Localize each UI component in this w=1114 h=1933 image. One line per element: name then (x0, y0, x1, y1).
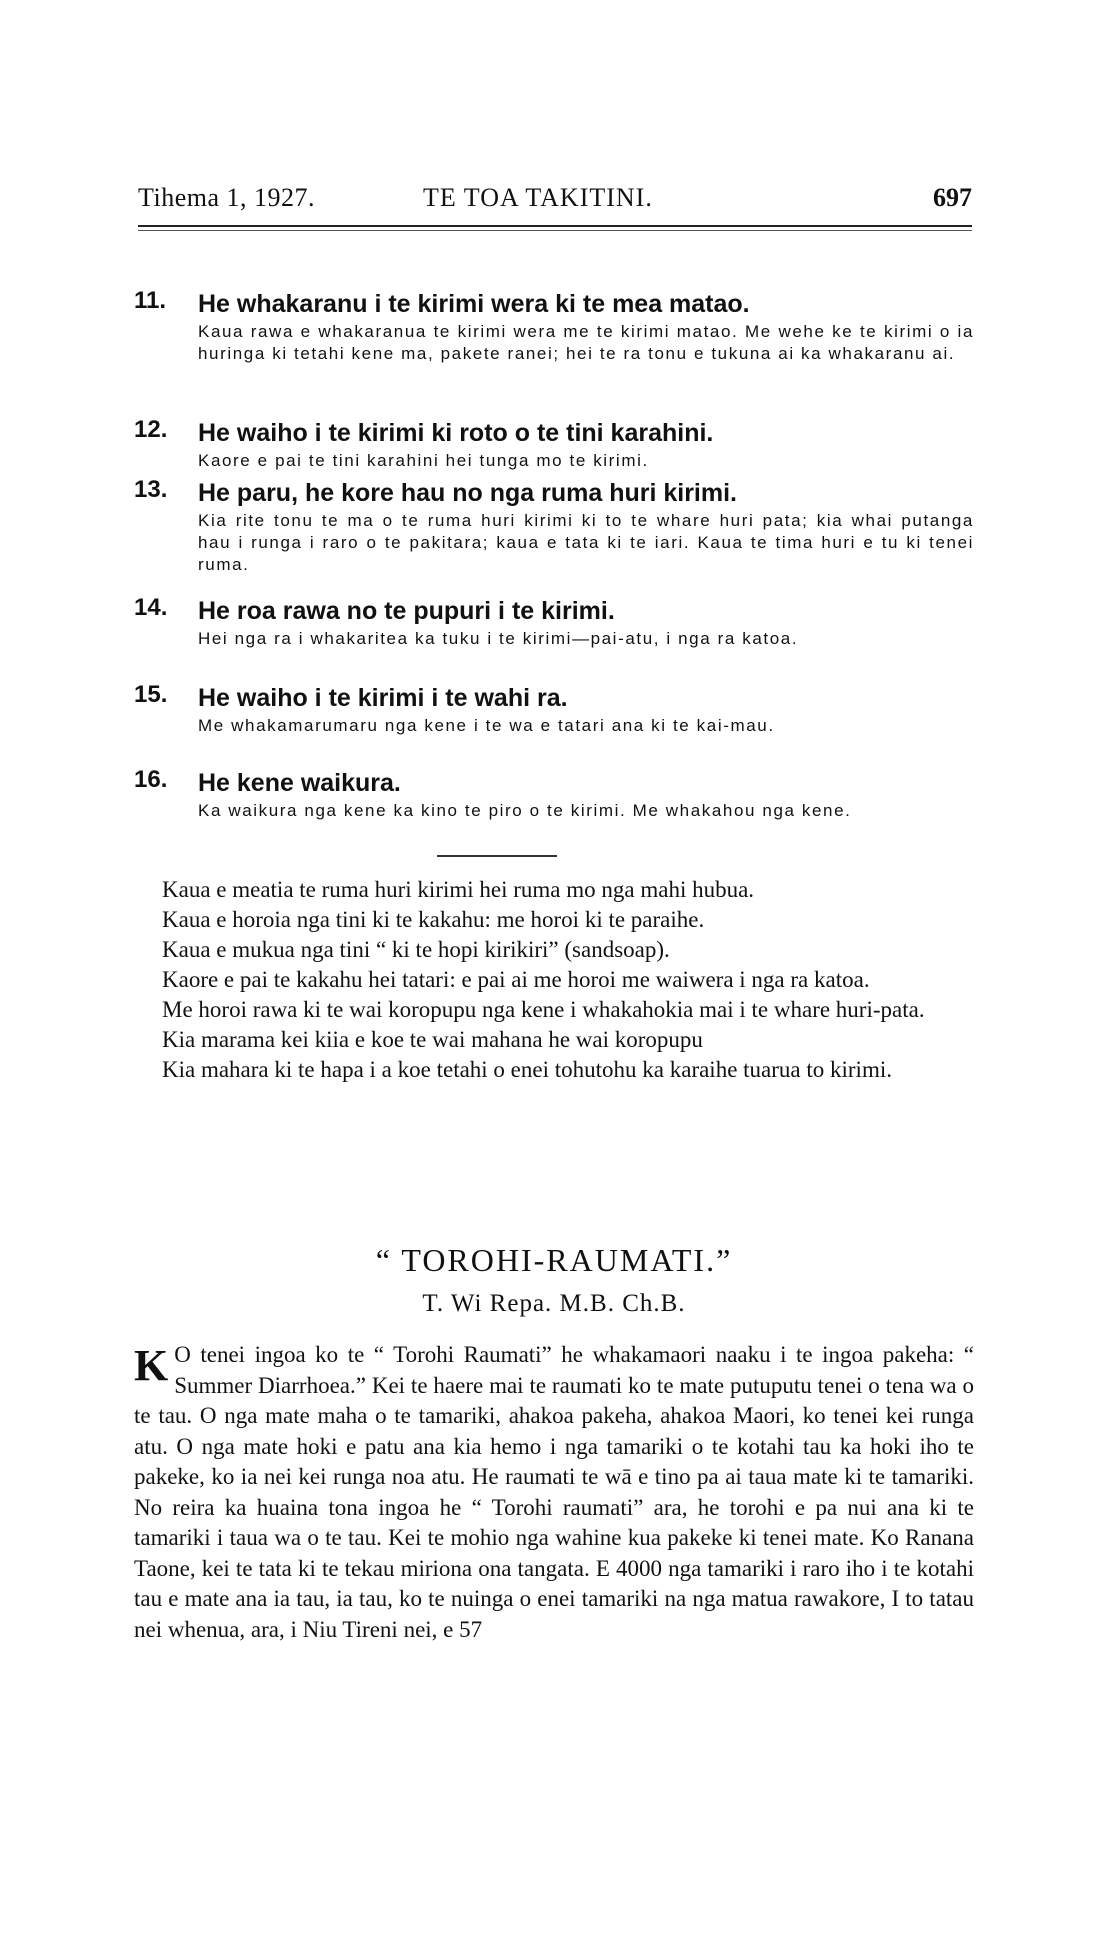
item-number: 12. (134, 416, 168, 443)
item-number: 14. (134, 594, 168, 621)
note-paragraph: Kaore e pai te kakahu hei tatari: e pai ai me horoi me waiwera i nga ra katoa. (162, 967, 870, 992)
section-divider (437, 855, 557, 857)
note-paragraph: Kaua e mukua nga tini “ ki te hopi kirikiri” (sandsoap). (162, 937, 670, 962)
header-journal-title: TE TOA TAKITINI. (423, 183, 653, 212)
list-item (134, 594, 974, 681)
item-heading: He paru, he kore hau no nga ruma huri kirimi. (198, 479, 738, 507)
article-text: O tenei ingoa ko te “ Torohi Raumati” he whakamaori naaku i te ingoa pakeha: “ Summer Diarrhoea.” Kei te haere mai te raumati ko te mate putuputu tenei o tena wa o te tau. O nga mate maha o te tamariki, ahakoa pakeha, ahakoa Maori, ko tenei kei runga atu. O nga mate hoki e patu ana kia hemo i nga tamariki o te kotahi tau ka hoki iho te pakeke, ko ia nei kei runga noa atu. He raumati te wā e tino pa ai taua mate ki te tamariki. No reira ka huaina tona ingoa he “ Torohi raumati” ara, he torohi e pa nui ana ki te tamariki i taua wa o te tau. Kei te mohio nga wahine kua pakeke ki tenei mate. Ko Ranana Taone, kei te tata ki te tekau miriona ona tangata. E 4000 nga tamariki i raro iho i te kotahi tau e mate ana ia tau, ia tau, ko te nuinga o enei tamariki na nga matua rawakore, I to tatau nei whenua, ara, i Niu Tireni nei, e 57 (134, 1342, 974, 1642)
note-paragraph: Kia mahara ki te hapa i a koe tetahi o enei tohutohu ka karaihe tuarua to kirimi. (162, 1057, 892, 1082)
item-number: 11. (134, 287, 167, 314)
list-item (134, 476, 974, 594)
header-page-number: 697 (933, 183, 972, 212)
item-body: Ka waikura nga kene ka kino te piro o te kirimi. Me whakahou nga kene. (198, 801, 852, 820)
item-heading: He kene waikura. (198, 769, 401, 797)
item-body: Me whakamarumaru nga kene i te wa e tatari ana ki te kai-mau. (198, 716, 775, 735)
item-body: Kaore e pai te tini karahini hei tunga mo te kirimi. (198, 451, 649, 470)
note-paragraph: Kaua e horoia nga tini ki te kakahu: me horoi ki te paraihe. (162, 907, 705, 932)
article-title: “ TOROHI-RAUMATI.” (375, 1242, 733, 1278)
notes-section (134, 875, 974, 1085)
item-heading: He waiho i te kirimi ki roto o te tini karahini. (198, 419, 714, 447)
article-author: T. Wi Repa. M.B. Ch.B. (422, 1290, 686, 1317)
note-paragraph: Kaua e meatia te ruma huri kirimi hei ruma mo nga mahi hubua. (162, 877, 755, 902)
header-date: Tihema 1, 1927. (138, 183, 315, 212)
note-paragraph: Me horoi rawa ki te wai koropupu nga kene i whakahokia mai i te whare huri-pata. (162, 997, 925, 1022)
header-rule (138, 225, 972, 227)
running-header (138, 183, 972, 223)
item-body: Hei nga ra i whakaritea ka tuku i te kirimi—pai-atu, i nga ra katoa. (198, 629, 799, 648)
article-body (134, 1340, 974, 1645)
list-item (134, 287, 974, 416)
item-body: Kaua rawa e whakaranua te kirimi wera me te kirimi matao. Me wehe ke te kirimi o ia huringa ki tetahi kene ma, pakete ranei; hei te ra tonu e tukuna ai ka whakaranu ai. (198, 322, 974, 363)
item-number: 15. (134, 681, 168, 708)
numbered-items (134, 287, 974, 846)
drop-cap: K (134, 1341, 169, 1390)
item-number: 13. (134, 476, 168, 503)
item-number: 16. (134, 766, 168, 793)
item-heading: He roa rawa no te pupuri i te kirimi. (198, 597, 615, 625)
list-item (134, 681, 974, 766)
item-heading: He whakaranu i te kirimi wera ki te mea matao. (198, 290, 750, 318)
item-body: Kia rite tonu te ma o te ruma huri kirimi ki to te whare huri pata; kia whai putanga hau i runga i raro o te pakitara; kaua e tata ki te iari. Kaua te tima huri e tu ki tenei ruma. (198, 511, 974, 574)
list-item (134, 766, 974, 846)
item-heading: He waiho i te kirimi i te wahi ra. (198, 684, 568, 712)
header-rule-thin (138, 230, 972, 231)
note-paragraph: Kia marama kei kiia e koe te wai mahana he wai koropupu (162, 1027, 703, 1052)
list-item (134, 416, 974, 476)
